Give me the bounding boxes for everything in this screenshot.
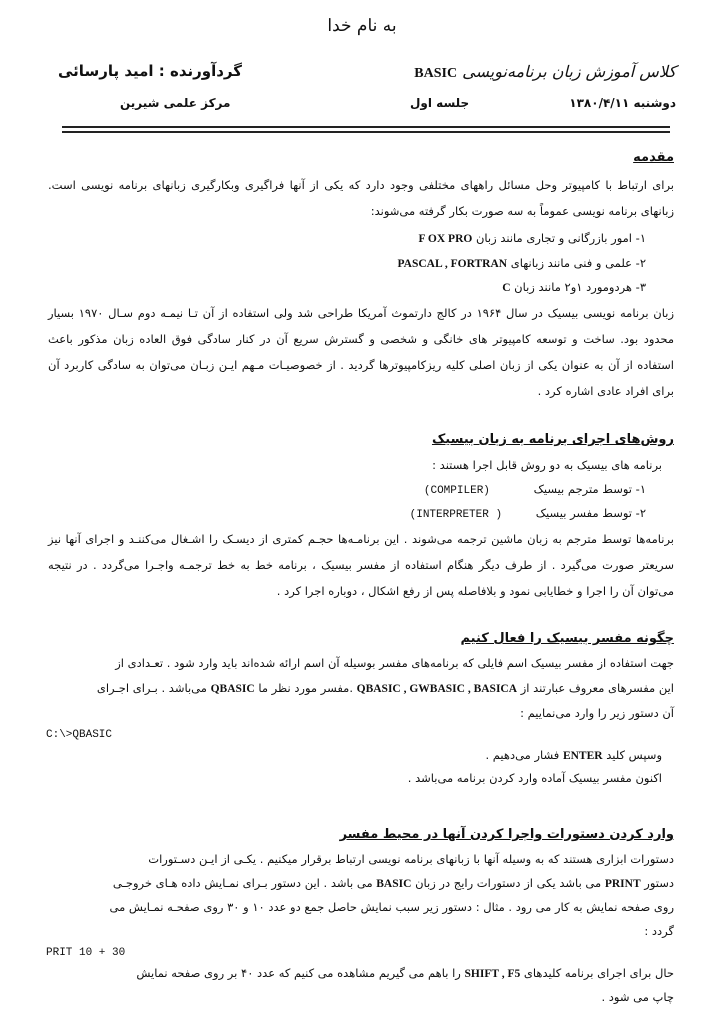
run-method-1-text: ۱- توسط مترجم بیسیک — [533, 482, 646, 496]
activate-line-3: آن دستور زیر را وارد می‌نماییم : — [520, 706, 674, 720]
interpreters-list: QBASIC , GWBASIC , BASICA — [356, 683, 518, 695]
commands-line-5 — [136, 966, 674, 980]
intro-paragraph-2: زبان برنامه نویسی بیسیک در سال ۱۹۶۴ در کالج دارتموث آمریکا طراحی شد ولی استفاده از آن تـا نیمـه دوم سـال ۱۹۷۰ بسیار محدود بود. ساخت و توسعه کامپیوتر های خانگی و شخصی و گسترش سریع آن در کنار سادگی فوق العاده زبان مذکور باعث استفاده از آن به عنوان یکی از زبان اصلی کلیه ریزکامپیوترها گردید . از خصوصیـات مـهم ایـن زبـان می‌توان به سادگی کاربرد آن برای افراد عادی اشاره کرد . — [48, 306, 674, 398]
command-line: C:\>QBASIC — [46, 729, 113, 741]
run-methods-paragraph: برنامه‌ها توسط مترجم به زبان ماشین ترجمه می‌شوند . این برنامـه‌ها حجـم کمتری از دیسـک را اشـغال می‌کننـد و اجرای آنها نیز سریعتر صورت می‌گیرد . از طرف دیگر هنگام استفاده از مفسر بیسیک ، برنامه خط به خط ترجمـه واجـرا می‌گردد . در نتیجه می‌توان آن را اجرا و خطایابی نمود و بلافاصله پس از رفع اشکال ، دوباره اجرا کرد . — [48, 532, 674, 598]
shift-f5-keys: SHIFT , F5 — [464, 968, 521, 980]
intro-heading: مقدمه — [633, 150, 674, 165]
run-method-2-code: ( INTERPRETER) — [409, 509, 503, 521]
center-name: مرکز علمی شیرین — [120, 96, 231, 110]
commands-line-2-pre: دستور — [644, 876, 674, 890]
example-code: PRIT 10 + 30 — [46, 947, 126, 959]
intro-item-3-text: ۳- هردومورد ۱و۲ مانند زبان — [514, 280, 646, 294]
run-methods-heading: روش‌های اجرای برنامه به زبان بیسیک — [431, 432, 674, 447]
session-date: دوشنبه ۱۳۸۰/۴/۱۱ — [569, 96, 676, 110]
intro-item-2-text: ۲- علمی و فنی مانند زبانهای — [510, 256, 646, 270]
intro-list-item-2 — [397, 256, 646, 270]
intro-item-3-code: C — [502, 282, 511, 294]
chosen-interpreter: QBASIC — [210, 683, 255, 695]
activate-line-2-mid: .مفسر مورد نظر ما — [258, 681, 353, 695]
commands-heading: وارد کردن دستورات واجرا کردن آنها در محیط مفسر — [339, 827, 674, 842]
class-title-prefix: کلاس آموزش زبان برنامه‌نویسی — [462, 62, 676, 81]
basmala: به نام خدا — [327, 16, 397, 36]
print-keyword: PRINT — [604, 878, 641, 890]
header-divider-bottom — [62, 131, 670, 133]
run-method-2-text: ۲- توسط مفسر بیسیک — [535, 506, 646, 520]
class-title-lang: BASIC — [414, 66, 458, 81]
commands-line-5-post: را باهم می گیریم مشاهده می کنیم که عدد ۴۰ بر روی صفحه نمایش — [136, 966, 461, 980]
run-method-interpreter — [410, 506, 646, 521]
class-title — [414, 62, 676, 82]
compiler-credit: گردآورنده : امید پارسائی — [58, 62, 242, 80]
intro-item-2-code: PASCAL , FORTRAN — [397, 258, 508, 270]
activate-line-2-pre: این مفسرهای معروف عبارتند از — [520, 681, 674, 695]
activate-line-2 — [97, 681, 674, 695]
enter-pre: وسپس کلید — [606, 748, 662, 762]
commands-line-4: گردد : — [644, 924, 674, 938]
session-number: جلسه اول — [410, 96, 470, 110]
activate-line-2-post: می‌باشد . بـرای اجـرای — [96, 681, 207, 695]
intro-item-1-text: ۱- امور بازرگانی و تجاری مانند زبان — [475, 231, 646, 245]
commands-line-2-post: می باشد . این دستور بـرای نمـایش داده هـای خروجـی — [112, 876, 373, 890]
commands-line-5-pre: حال برای اجرای برنامه کلیدهای — [523, 966, 674, 980]
intro-item-1-code: F OX PRO — [418, 233, 473, 245]
enter-post: فشار می‌دهیم . — [485, 748, 560, 762]
run-methods-lead: برنامه های بیسیک به دو روش قابل اجرا هستند : — [432, 458, 662, 472]
commands-line-2-mid: می باشد یکی از دستورات رایج در زبان — [415, 876, 602, 890]
interpreter-ready: اکنون مفسر بیسیک آماده وارد کردن برنامه می‌باشد . — [407, 771, 662, 785]
run-method-compiler — [424, 482, 646, 497]
commands-line-6: چاپ می شود . — [601, 990, 674, 1004]
enter-instruction — [485, 748, 662, 762]
basic-keyword: BASIC — [376, 878, 412, 890]
activate-heading: چگونه مفسر بیسیک را فعال کنیم — [460, 631, 674, 646]
intro-list-item-3 — [502, 280, 646, 294]
commands-line-1: دستورات ابزاری هستند که به وسیله آنها با زبانهای برنامه نویسی ارتباط برقرار میکنیم . یکـی از ایـن دسـتورات — [148, 852, 674, 866]
activate-line-1: جهت استفاده از مفسر بیسیک اسم فایلی که برنامه‌های مفسر بوسیله آن اسم ارائه شده‌اند باید وارد شود . تعـدادی از — [115, 656, 674, 670]
intro-paragraph-1: برای ارتباط با کامپیوتر وحل مسائل راههای مختلفی وجود دارد که یکی از آنها فراگیری وبکارگیری زبانهای برنامه نویسی است. زبانهای برنامه نویسی عموماً به سه صورت بکار گرفته می‌شوند: — [48, 178, 674, 218]
enter-key: ENTER — [562, 750, 603, 762]
commands-line-2 — [113, 876, 674, 890]
run-method-1-code: (COMPILER) — [423, 485, 490, 497]
commands-line-3: روی صفحه نمایش به کار می رود . مثال : دستور زیر سبب نمایش حاصل جمع دو عدد ۱۰ و ۳۰ روی صفحـه نمـایش می — [109, 900, 674, 914]
header-divider-top — [62, 126, 670, 128]
intro-list-item-1 — [418, 231, 646, 245]
